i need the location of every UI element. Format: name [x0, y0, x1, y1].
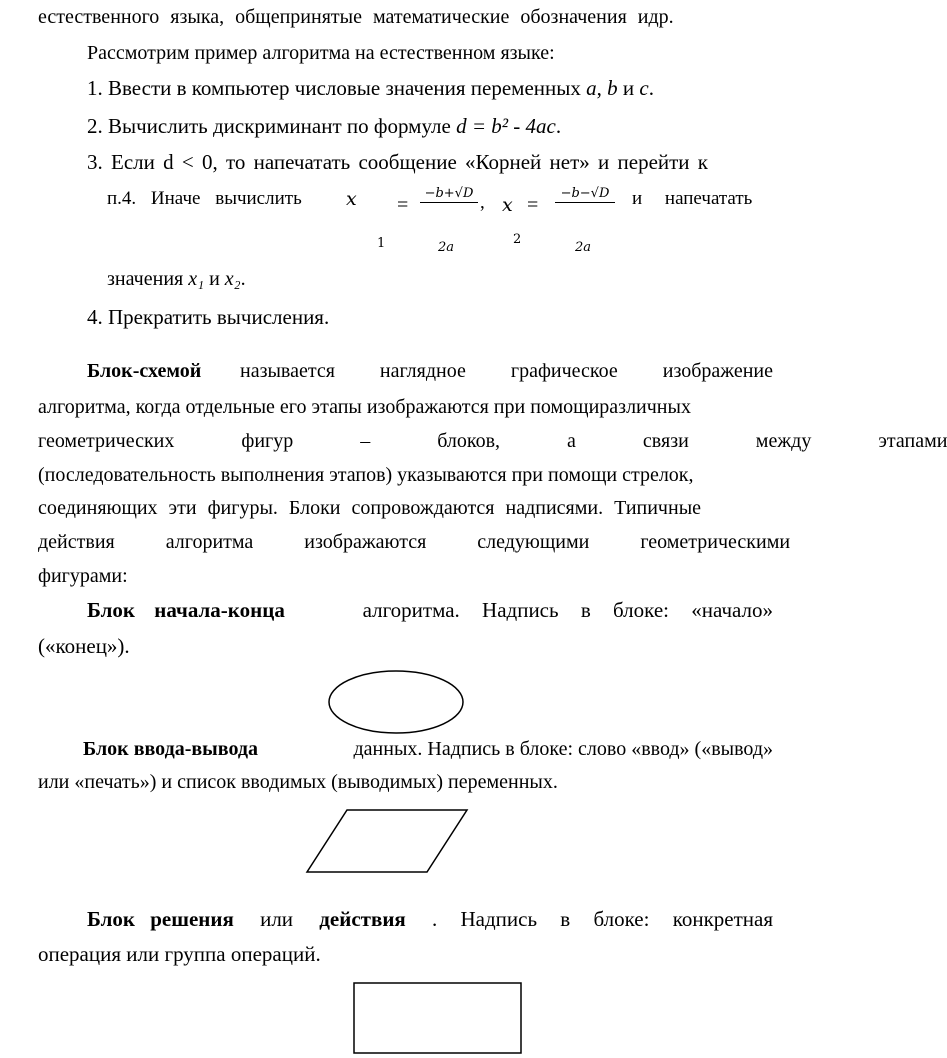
flowchart-term: Блок-схемой — [87, 360, 202, 382]
block-start-end-line-2: («конец»). — [38, 634, 130, 658]
flowchart-def-text-1: называется наглядное графическое изображение — [240, 360, 773, 382]
discriminant-formula: d = b² - 4ac — [456, 114, 556, 138]
x2-var: 𝑥 — [502, 194, 513, 216]
block-start-end-text: алгоритма. Надпись в блоке: «начало» — [362, 598, 773, 622]
start-end-ellipse-shape — [329, 671, 463, 733]
block-action-text: . Надпись в блоке: конкретная — [432, 907, 773, 931]
flowchart-def-text-4: (последовательность выполнения этапов) указываются при помощи стрелок, — [38, 464, 694, 486]
block-action-line-2: операция или группа операций. — [38, 942, 321, 966]
example-heading: Рассмотрим пример алгоритма на естественном языке: — [87, 42, 555, 64]
block-io-term: Блок ввода-вывода — [83, 738, 258, 760]
fraction-1-denominator: 2a — [438, 240, 455, 255]
equals-1: = — [397, 194, 409, 216]
block-start-end-term: Блок начала-конца — [87, 598, 285, 622]
var-c: c — [639, 76, 649, 100]
step-1-text: 1. Ввести в компьютер числовые значения переменных — [87, 76, 581, 100]
flowchart-def-line-7: фигурами: — [38, 565, 128, 587]
values-word: значения — [107, 268, 184, 290]
comma-between-roots: , — [480, 192, 485, 213]
block-action-term-1: Блок решения — [87, 907, 234, 931]
x2-value: x₂ — [224, 268, 241, 290]
input-output-parallelogram-shape — [307, 810, 467, 872]
flowchart-def-text-6: действия алгоритма изображаются следующими геометрическими — [38, 531, 791, 553]
equals-2: = — [527, 194, 539, 216]
var-a: a — [586, 76, 597, 100]
x1-var: 𝑥 — [346, 188, 357, 210]
step-4: 4. Прекратить вычисления. — [87, 305, 330, 329]
or-word: или — [260, 907, 294, 931]
period: . — [240, 268, 246, 290]
period: . — [648, 76, 654, 100]
step-3-line-2-start: п.4. Иначе вычислить — [107, 188, 302, 209]
fraction-2-denominator: 2a — [575, 240, 592, 255]
fraction-2-numerator: −b−√D — [555, 186, 615, 203]
flowchart-def-text-2: алгоритма, когда отдельные его этапы изображаются при помощиразличных — [38, 396, 691, 418]
and-word: и — [209, 268, 220, 290]
comma: , — [596, 76, 602, 100]
block-action-term-2: действия — [319, 907, 406, 931]
and-word: и — [622, 76, 635, 100]
flowchart-def-text-3: геометрических фигур – блоков, а связи между этапами — [38, 430, 947, 452]
x1-value: x₁ — [188, 268, 205, 290]
fraction-1-numerator: −b+√D — [420, 186, 478, 203]
step-3-text: 3. Если d < 0, то напечатать сообщение «Корней нет» и перейти к — [87, 150, 708, 174]
period: . — [555, 114, 562, 138]
x2-index: 2 — [513, 232, 522, 247]
intro-text: естественного языка, общепринятые математические обозначения идр. — [38, 6, 674, 28]
x1-index: 1 — [377, 236, 386, 251]
flowchart-def-text-5: соединяющих эти фигуры. Блоки сопровождаются надписями. Типичные — [38, 497, 702, 519]
step-2-text: 2. Вычислить дискриминант по формуле — [87, 114, 451, 138]
block-io-line-2: или «печать») и список вводимых (выводимых) переменных. — [38, 771, 558, 793]
block-io-text: данных. Надпись в блоке: слово «ввод» («вывод» — [353, 738, 773, 760]
var-b: b — [607, 76, 618, 100]
step-3-line-2-end: и напечатать — [632, 188, 753, 209]
action-rectangle-shape — [354, 983, 521, 1053]
